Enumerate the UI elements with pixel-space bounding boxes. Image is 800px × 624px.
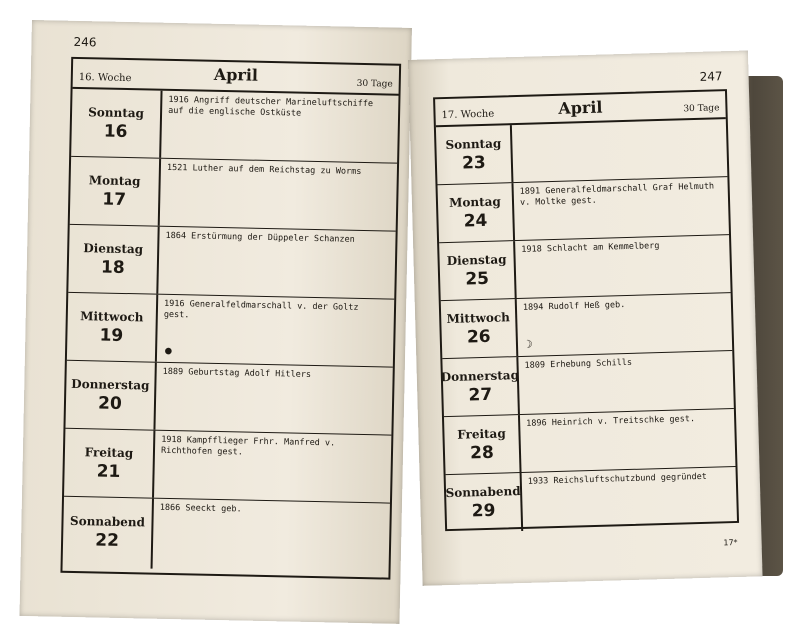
day-name: Sonnabend <box>445 484 521 501</box>
day-entry: 1916 Angriff deutscher Marineluftschiffe auf die englische Ostküste <box>168 94 374 119</box>
day-entry: 1521 Luther auf dem Reichstag zu Worms <box>166 162 362 177</box>
day-cell <box>63 497 154 569</box>
day-number: 23 <box>461 152 486 174</box>
day-row <box>70 157 397 232</box>
day-row <box>439 235 731 301</box>
page-number-left: 246 <box>73 34 97 50</box>
entry-text: 1916 Generalfeldmarschall v. der Goltz gest. <box>163 298 359 321</box>
day-row <box>63 497 390 574</box>
day-number: 26 <box>466 326 491 347</box>
day-number: 29 <box>471 500 496 522</box>
day-number: 28 <box>469 442 495 463</box>
day-number: 27 <box>468 384 493 405</box>
day-cell <box>442 357 520 416</box>
day-entry <box>512 119 728 182</box>
day-name: Freitag <box>84 444 134 460</box>
day-number: 19 <box>99 324 124 346</box>
page-number-right: 247 <box>699 69 723 84</box>
day-name: Montag <box>448 193 502 210</box>
days-count: 30 Tage <box>356 78 393 90</box>
day-number: 17 <box>102 189 127 210</box>
day-cell <box>65 361 156 430</box>
day-number: 25 <box>465 268 490 289</box>
day-row <box>436 119 728 185</box>
day-name: Freitag <box>456 425 506 442</box>
day-number: 21 <box>96 460 121 482</box>
day-number: 22 <box>95 530 120 551</box>
day-name: Mittwoch <box>446 309 511 326</box>
day-cell <box>444 415 522 474</box>
day-number: 18 <box>100 257 125 278</box>
day-row <box>68 225 395 300</box>
day-entry: 1891 Generalfeldmarschall Graf Helmuth v. Moltke gest. <box>519 181 715 208</box>
day-cell <box>68 225 159 294</box>
day-entry: 1866 Seeckt geb. <box>159 502 242 515</box>
day-row <box>64 429 391 504</box>
day-cell <box>441 299 519 358</box>
day-name: Donnerstag <box>71 376 150 393</box>
month-title: April <box>558 97 603 118</box>
day-name: Sonnabend <box>69 513 146 530</box>
day-cell <box>71 89 162 158</box>
day-cell <box>439 241 517 300</box>
day-name: Dienstag <box>446 251 507 268</box>
day-name: Montag <box>88 172 141 188</box>
calendar-sheet-left <box>60 57 401 580</box>
day-cell <box>438 183 516 242</box>
day-row <box>442 351 734 417</box>
day-name: Mittwoch <box>80 308 144 324</box>
day-row <box>71 89 398 164</box>
day-entry: 1933 Reichsluftschutzbund gegründet <box>527 471 708 487</box>
day-entry: 1918 Schlacht am Kemmelberg <box>521 241 660 255</box>
day-row <box>446 467 738 533</box>
day-entry <box>517 293 733 356</box>
day-entry: 1918 Kampfflieger Frhr. Manfred v. Richthofen gest. <box>160 434 336 458</box>
new-moon-icon: ● <box>164 343 172 357</box>
day-name: Sonntag <box>445 135 502 152</box>
day-entry <box>157 295 394 367</box>
day-cell <box>64 429 155 498</box>
day-row <box>441 293 733 359</box>
day-cell <box>446 473 524 533</box>
day-cell <box>67 293 158 362</box>
day-number: 16 <box>103 121 128 142</box>
day-entry: 1896 Heinrich v. Treitschke gest. <box>526 414 696 429</box>
day-number: 20 <box>97 392 123 414</box>
day-number: 24 <box>463 210 488 232</box>
day-row <box>65 361 392 436</box>
calendar-sheet-right <box>433 89 739 531</box>
day-entry: 1889 Geburtstag Adolf Hitlers <box>162 366 312 380</box>
day-row <box>67 293 394 368</box>
day-cell <box>70 157 161 226</box>
day-entry: 1809 Erhebung Schills <box>524 357 633 371</box>
day-cell <box>436 125 514 184</box>
left-page <box>20 20 412 624</box>
week-label: 17. Woche <box>441 108 495 122</box>
day-entry: 1864 Erstürmung der Düppeler Schanzen <box>165 230 355 245</box>
crescent-moon-icon: ☽ <box>525 337 533 351</box>
day-name: Sonntag <box>88 104 145 120</box>
day-name: Dienstag <box>83 240 144 256</box>
week-label: 16. Woche <box>78 71 132 85</box>
day-name: Donnerstag <box>440 367 520 384</box>
signature-mark: 17* <box>723 537 738 548</box>
day-row <box>438 177 730 243</box>
days-count: 30 Tage <box>683 103 720 115</box>
right-page <box>408 51 763 586</box>
entry-text: 1894 Rudolf Heß geb. <box>522 300 626 313</box>
month-title: April <box>213 64 259 85</box>
day-row <box>444 409 736 475</box>
